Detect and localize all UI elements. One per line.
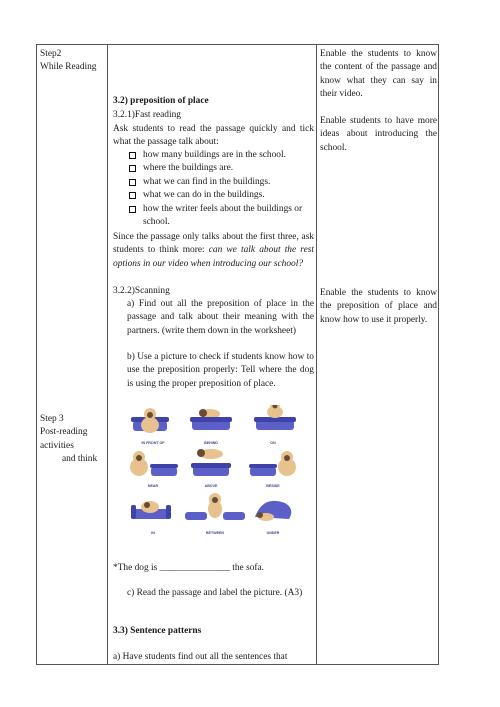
sentence-patterns-item-a: a) Have students find out all the sentences that (113, 652, 288, 662)
dog-cell-in: IN (151, 531, 155, 535)
since-paragraph: Since the passage only talks about the first three, ask students to think more: can we talk about the rest options in our video when introducing our school? (113, 232, 315, 269)
step2-title: Step2 (40, 49, 62, 59)
lesson-plan-table (36, 44, 439, 665)
checkbox-icon[interactable] (129, 152, 136, 159)
scanning-item-a: a) Find out all the preposition of place in the passage and talk about their meaning with the partners. (write them down in the worksheet) (127, 299, 314, 336)
checklist-item[interactable]: how many buildings are in the school. (129, 149, 314, 162)
dog-cell-under: UNDER (266, 531, 280, 535)
checklist-item[interactable]: where the buildings are. (129, 162, 314, 175)
step3-label (40, 413, 106, 467)
step3-line1: Step 3 (40, 414, 64, 424)
aim-1: Enable the students to know the content of the passage and know what they can say in their video. (320, 49, 437, 100)
checkbox-icon[interactable] (129, 165, 136, 172)
dog-cell-on: ON (270, 441, 276, 445)
checklist-item[interactable]: how the writer feels about the buildings or school. (129, 203, 314, 230)
step2-label (40, 48, 106, 75)
column-divider-2 (316, 45, 317, 664)
step2-subtitle: While Reading (40, 62, 97, 73)
dog-cell-behind: BEHIND (204, 441, 218, 445)
checkbox-icon[interactable] (129, 206, 136, 213)
fast-reading-instruction: Ask students to read the passage quickly and tick what the passage talk about: (113, 124, 314, 148)
dog-cell-between: BETWEEN (206, 531, 224, 535)
step3-line3: activities (40, 440, 74, 451)
topic-checklist (113, 149, 314, 229)
dog-cell-above: ABOVE (204, 484, 218, 488)
fast-reading-label: 3.2.1)Fast reading (113, 110, 181, 120)
scanning-label: 3.2.2)Scanning (113, 286, 170, 296)
aim-2: Enable students to have more ideas about introducing the school. (320, 116, 437, 153)
column-divider-1 (107, 45, 108, 664)
section-3-3-heading: 3.3) Sentence patterns (113, 626, 202, 636)
dog-cell-in-front-of: IN FRONT OF (141, 441, 165, 445)
fill-blank-sentence: *The dog is _______________ the sofa. (113, 563, 265, 573)
section-3-2-heading: 3.2) preposition of place (113, 96, 209, 106)
scanning-item-c: c) Read the passage and label the picture. (A3) (127, 588, 303, 598)
step3-line2: Post-reading (40, 427, 88, 438)
checklist-item[interactable]: what we can do in the buildings. (129, 189, 314, 202)
preposition-dog-picture (125, 405, 305, 535)
step3-line4: and think (62, 454, 98, 465)
checklist-item[interactable]: what we can find in the buildings. (129, 176, 314, 189)
checkbox-icon[interactable] (129, 179, 136, 186)
scanning-item-b: b) Use a picture to check if students know how to use the preposition properly: Tell where the dog is using the proper preposition of place. (127, 352, 314, 389)
dog-cell-near: NEAR (147, 484, 159, 488)
aim-3: Enable the students to know the preposition of place and know how to use it properly. (320, 288, 437, 325)
checkbox-icon[interactable] (129, 192, 136, 199)
dog-cell-beside: BESIDE (266, 484, 280, 488)
